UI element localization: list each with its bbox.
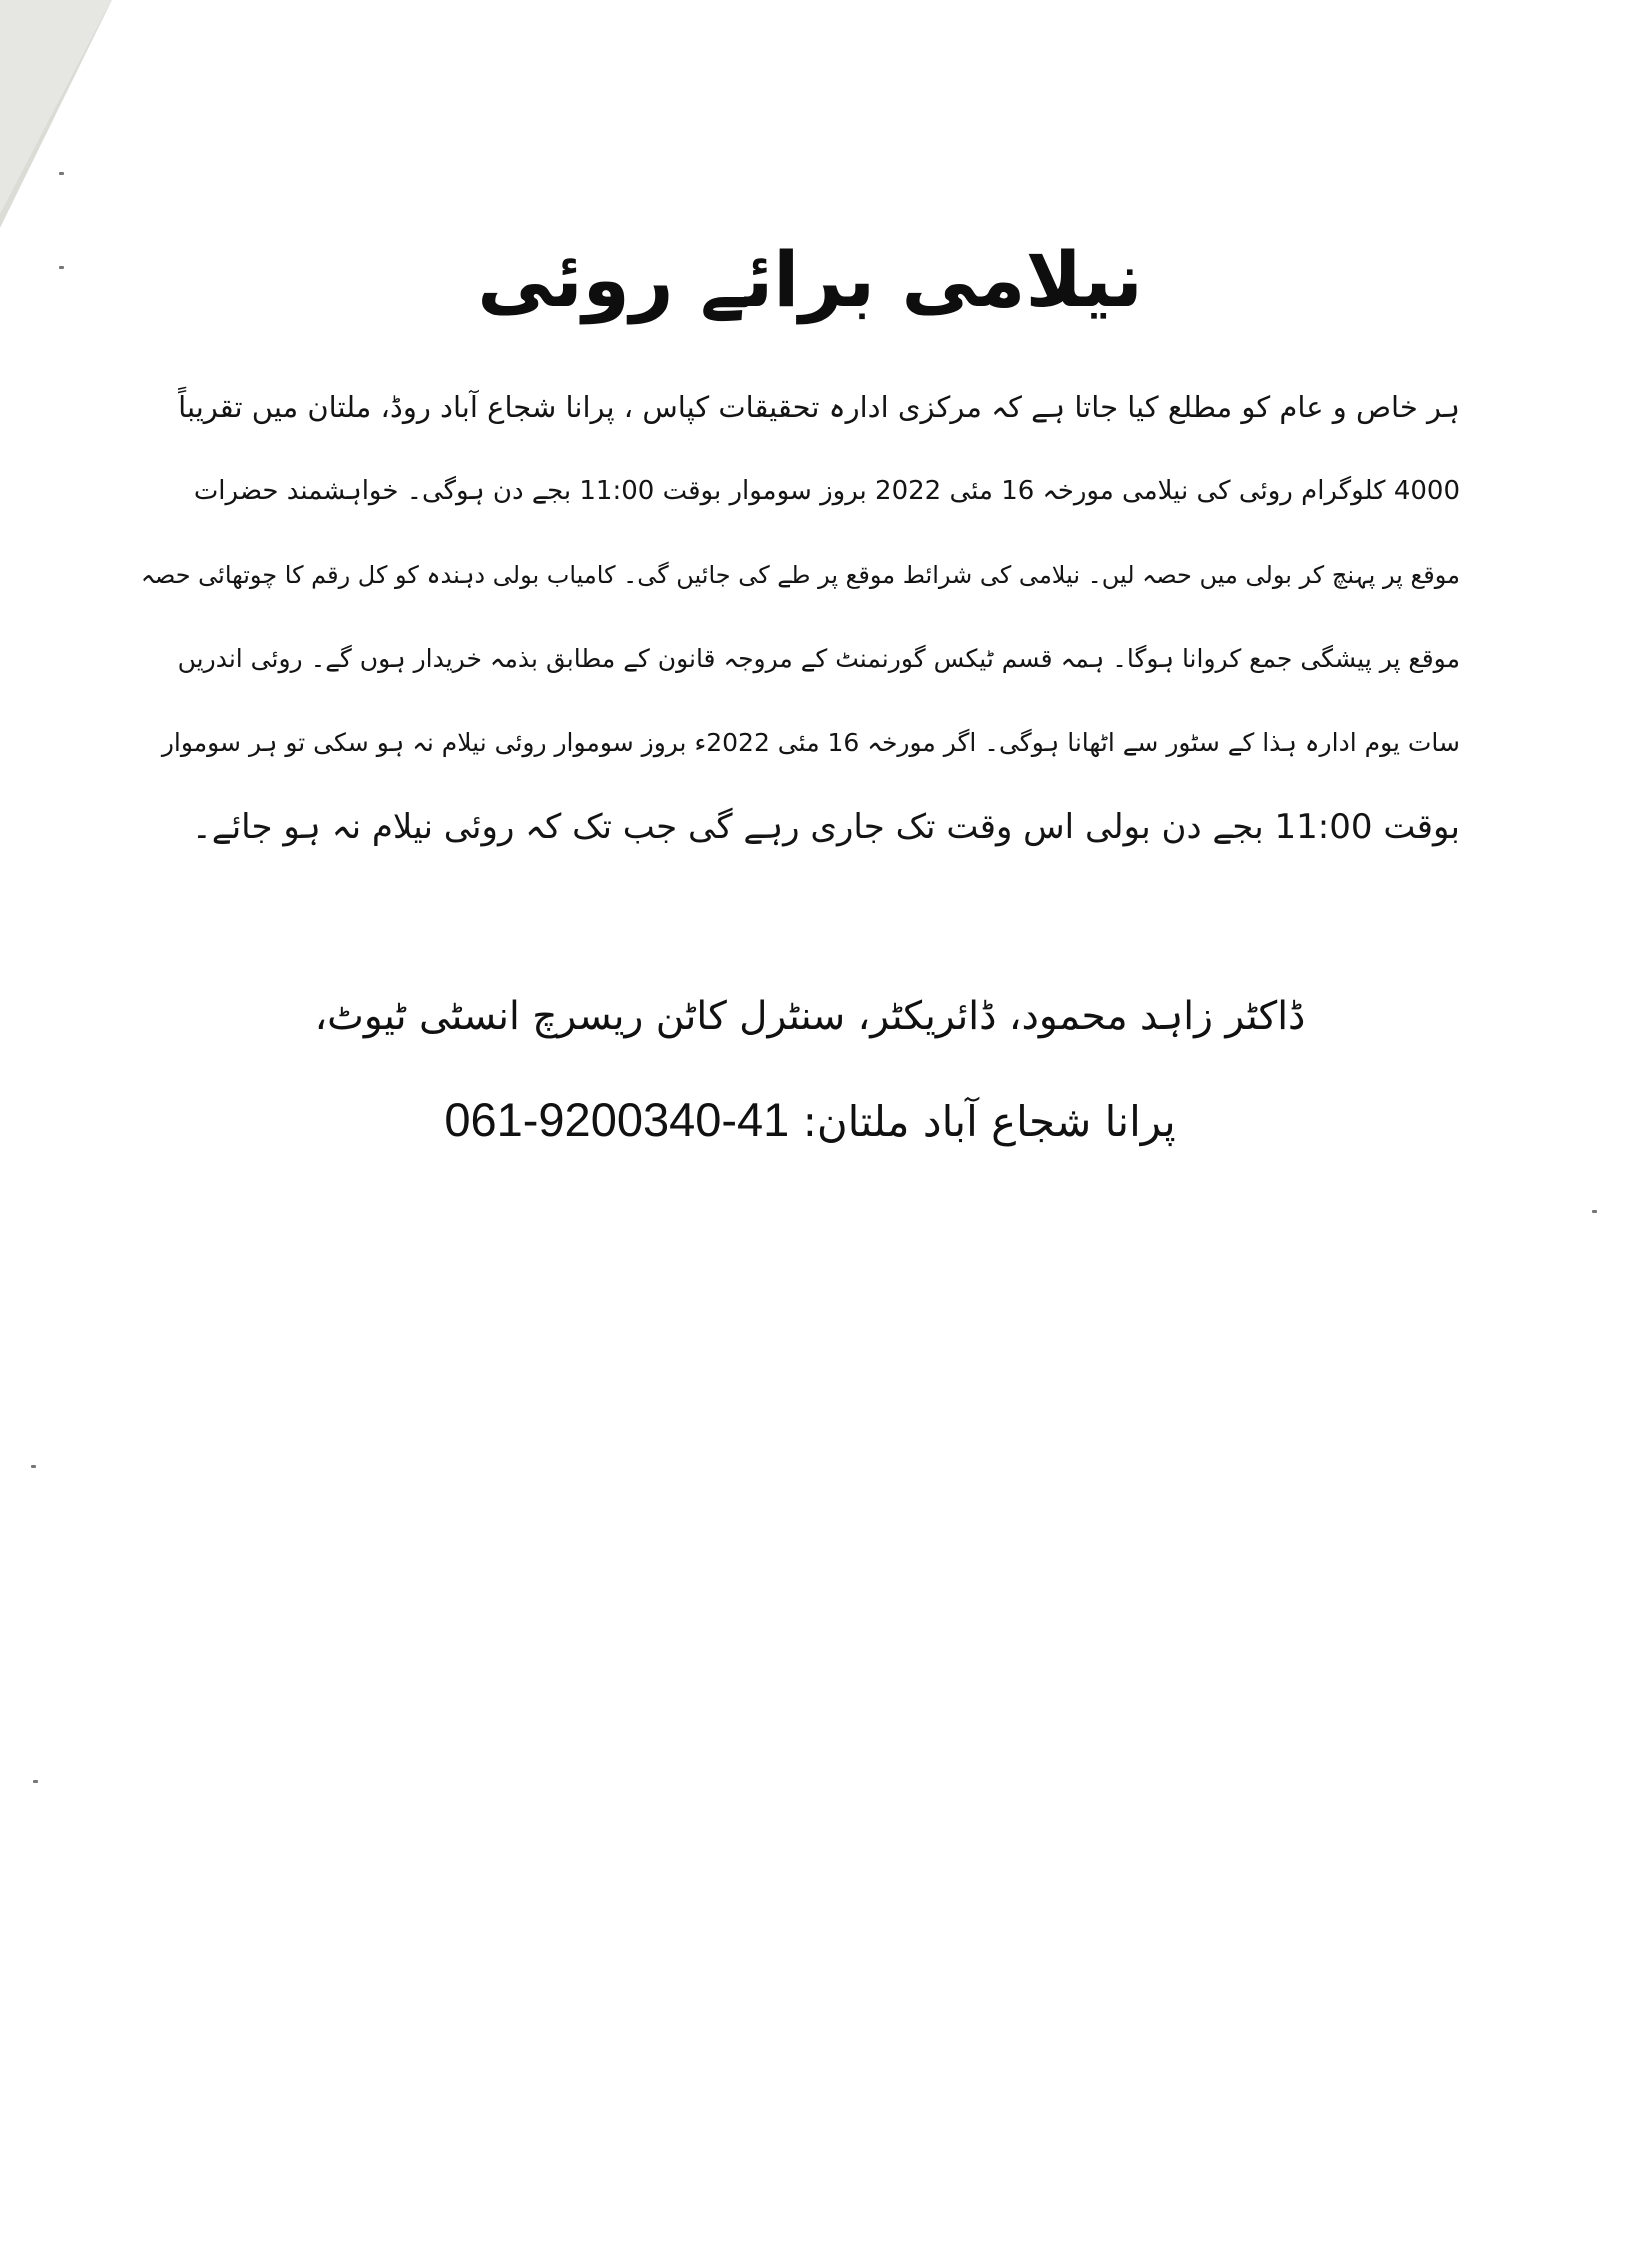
- scan-speck: [59, 266, 64, 269]
- address-text: پرانا شجاع آباد ملتان:: [802, 1097, 1176, 1146]
- scan-speck: [31, 1465, 36, 1468]
- notice-body: [140, 365, 1460, 869]
- notice-body-line: 4000 کلوگرام روئی کی نیلامی مورخہ 16 مئی 2022 بروز سوموار بوقت 11:00 بجے دن ہوگی۔ خواہشمند حضرات: [193, 476, 1460, 506]
- scan-folded-corner: [0, 0, 120, 230]
- notice-body-line: سات یوم ادارہ ہذا کے سٹور سے اٹھانا ہوگی۔ اگر مورخہ 16 مئی 2022ء بروز سوموار روئی نیلام نہ ہو سکی تو ہر سوموار: [161, 728, 1460, 757]
- contact-line: [150, 1075, 1470, 1165]
- notice-body-line: موقع پر پیشگی جمع کروانا ہوگا۔ ہمہ قسم ٹیکس گورنمنٹ کے مروجہ قانون کے مطابق بذمہ خریدار ہوں گے۔ روئی اندریں: [177, 644, 1460, 673]
- notice-title: نیلامی برائے روئی: [477, 235, 1143, 324]
- signatory-name: ڈاکٹر زاہد محمود، ڈائریکٹر، سنٹرل کاٹن ریسرچ انسٹی ٹیوٹ،: [314, 994, 1306, 1039]
- notice-body-line: موقع پر پہنچ کر بولی میں حصہ لیں۔ نیلامی کی شرائط موقع پر طے کی جائیں گی۔ کامیاب بولی دہندہ کو کل رقم کا چوتھائی حصہ: [140, 561, 1460, 589]
- auction-notice: [140, 215, 1470, 1165]
- scan-speck: [33, 1780, 38, 1783]
- signature-block: [150, 977, 1470, 1165]
- phone-number: 061-9200340-41: [444, 1093, 790, 1146]
- notice-body-line: ہر خاص و عام کو مطلع کیا جاتا ہے کہ مرکزی ادارہ تحقیقات کپاس ، پرانا شجاع آباد روڈ، ملتان میں تقریباً: [178, 390, 1460, 424]
- scan-speck: [1592, 1210, 1597, 1213]
- notice-body-line: بوقت 11:00 بجے دن بولی اس وقت تک جاری رہے گی جب تک کہ روئی نیلام نہ ہو جائے۔: [191, 807, 1460, 847]
- scan-speck: [59, 172, 64, 175]
